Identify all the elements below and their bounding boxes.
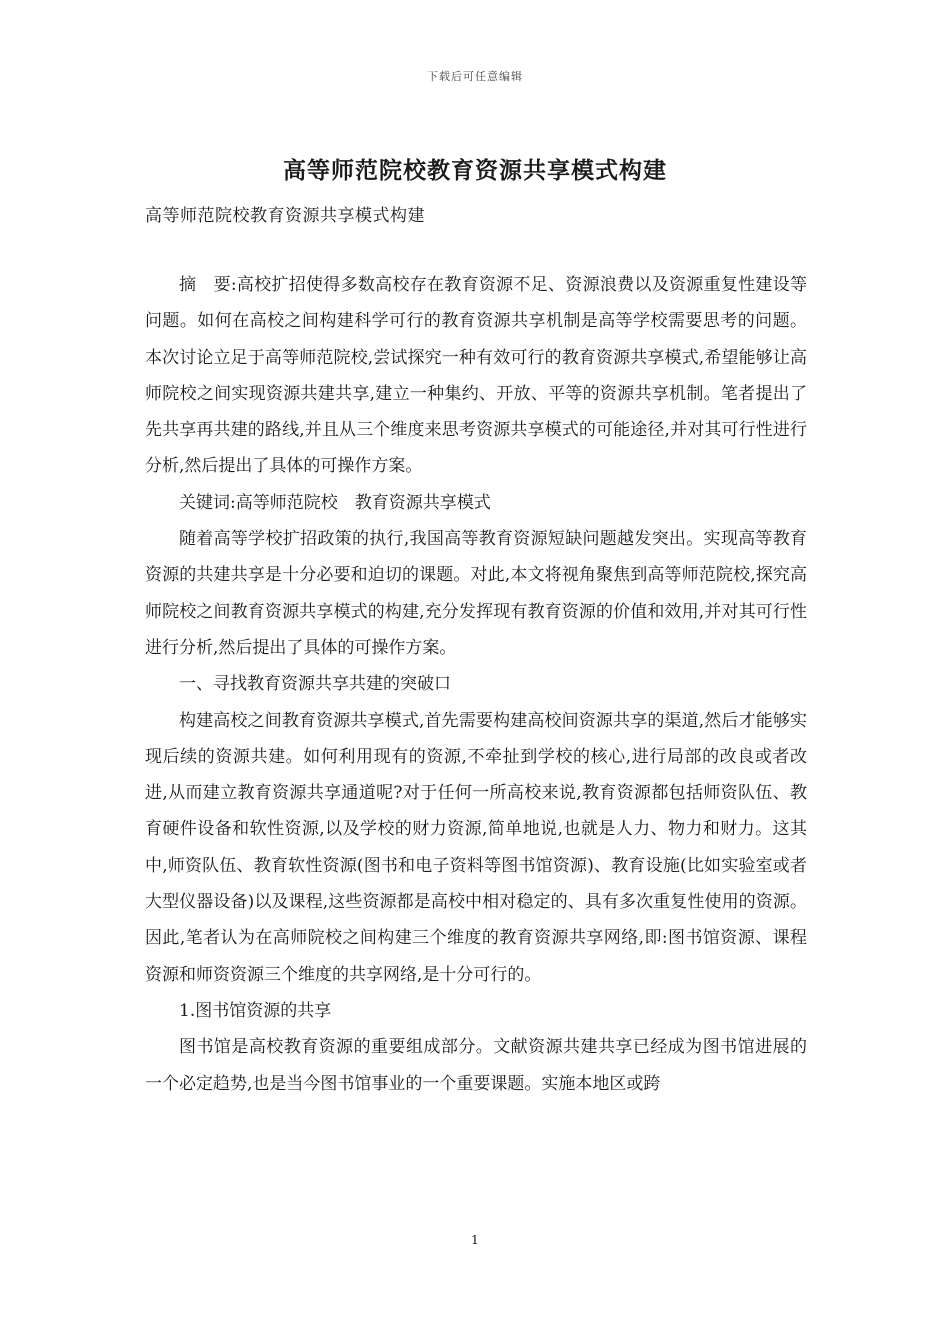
header-note: 下载后可任意编辑 [427, 70, 523, 83]
subsection-heading: 1.图书馆资源的共享 [179, 1000, 332, 1021]
abstract-paragraph: 摘 要:高校扩招使得多数高校存在教育资源不足、资源浪费以及资源重复性建设等问题。如何在高校之间构建科学可行的教育资源共享机制是高等学校需要思考的问题。本次讨论立足于高等师范院校,尝试探究一种有效可行的教育资源共享模式,希望能够让高师院校之间实现资源共建共享,建立一种集约、开放、平等的资源共享机制。笔者提出了先共享再共建的路线,并且从三个维度来思考资源共享模式的可能途径,并对其可行性进行分析,然后提出了具体的可操作方案。 [145, 275, 807, 477]
page-number: 1 [471, 1233, 479, 1247]
section-paragraph: 构建高校之间教育资源共享模式,首先需要构建高校间资源共享的渠道,然后才能够实现后续的资源共建。如何利用现有的资源,不牵扯到学校的核心,进行局部的改良或者改进,从而建立教育资源共享通道呢?对于任何一所高校来说,教育资源都包括师资队伍、教育硬件设备和软性资源,以及学校的财力资源,简单地说,也就是人力、物力和财力。这其中,师资队伍、教育软性资源(图书和电子资料等图书馆资源)、教育设施(比如实验室或者大型仪器设备)以及课程,这些资源都是高校中相对稳定的、具有多次重复性使用的资源。因此,笔者认为在高师院校之间构建三个维度的教育资源共享网络,即:图书馆资源、课程资源和师资资源三个维度的共享网络,是十分可行的。 [145, 710, 807, 985]
document-subtitle: 高等师范院校教育资源共享模式构建 [145, 206, 425, 226]
document-body [145, 267, 807, 1102]
intro-paragraph: 随着高等学校扩招政策的执行,我国高等教育资源短缺问题越发突出。实现高等教育资源的共建共享是十分必要和迫切的课题。对此,本文将视角聚焦到高等师范院校,探究高师院校之间教育资源共享模式的构建,充分发挥现有教育资源的价值和效用,并对其可行性进行分析,然后提出了具体的可操作方案。 [145, 529, 807, 658]
subsection-paragraph: 图书馆是高校教育资源的重要组成部分。文献资源共建共享已经成为图书馆进展的一个必定趋势,也是当今图书馆事业的一个重要课题。实施本地区或跨 [145, 1037, 807, 1094]
keywords-paragraph: 关键词:高等师范院校 教育资源共享模式 [179, 492, 491, 513]
document-title: 高等师范院校教育资源共享模式构建 [283, 157, 667, 184]
section-heading: 一、寻找教育资源共享共建的突破口 [179, 674, 451, 695]
